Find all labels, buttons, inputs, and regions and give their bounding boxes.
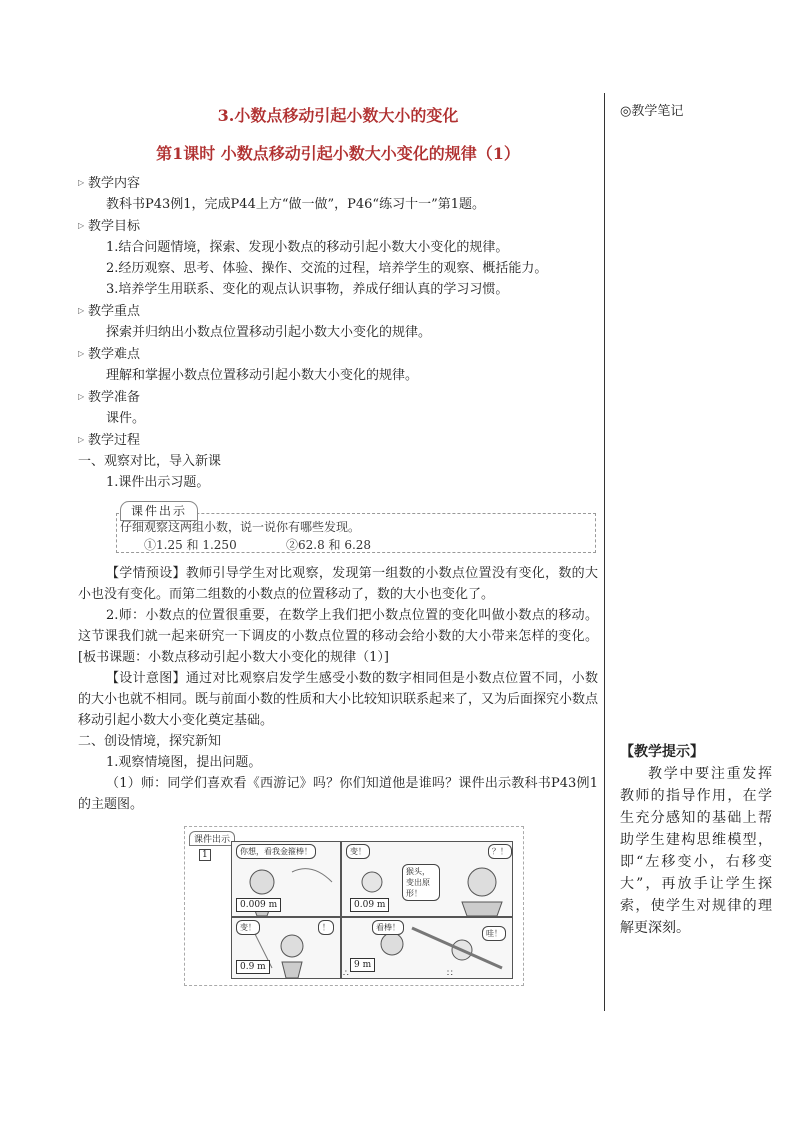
length-label: 0.009 m (236, 898, 281, 912)
key-text: 探索并归纳出小数点位置移动引起小数大小变化的规律。 (106, 325, 432, 340)
part2-paragraph: （1）师：同学们喜欢看《西游记》吗？你们知道他是谁吗？课件出示教科书P43例1的主题图。 (78, 776, 598, 812)
speech-bubble: 变！ (236, 920, 260, 935)
goal-item: 1.结合问题情境，探索、发现小数点的移动引起小数大小变化的规律。 (106, 240, 509, 255)
callout-tab: 课件出示 (120, 501, 198, 521)
length-label: 0.9 m (236, 960, 270, 974)
part2-step1: 1.观察情境图，提出问题。 (106, 755, 262, 770)
teaching-tips (620, 741, 772, 939)
content-text: 教科书P43例1，完成P44上方“做一做”，P46“练习十一”第1题。 (106, 197, 485, 212)
teaching-notes-header: ◎教学笔记 (620, 104, 684, 119)
column-divider (604, 93, 605, 1011)
comic-panel (231, 917, 341, 979)
dots-mark: ∴ (343, 969, 350, 979)
part2-heading: 二、创设情境，探究新知 (78, 734, 222, 749)
courseware-callout (116, 501, 596, 553)
goal-item: 3.培养学生用联系、变化的观点认识事物，养成仔细认真的学习习惯。 (106, 282, 509, 297)
design-intent-paragraph: 【设计意图】通过对比观察启发学生感受小数的数字相同但是小数点位置不同，小数的大小也就不相同。既与前面小数的性质和大小比较知识联系起来了，又为后面探究小数点移动引起小数大小变化奠定基础。 (78, 671, 599, 728)
comic-panel (341, 917, 513, 979)
length-label: 9 m (350, 958, 375, 972)
section-heading-key: ▷ 教学重点 (78, 300, 598, 322)
figure-number: 1 (199, 849, 211, 861)
learning-preview-paragraph: 【学情预设】教师引导学生对比观察，发现第一组数的小数点位置没有变化，数的大小也没有变化。而第二组数的小数点的位置移动了，数的大小也变化了。 (78, 566, 598, 602)
speech-bubble: 变！ (346, 844, 370, 859)
speech-bubble: 哇！ (482, 926, 506, 941)
section-heading-process: ▷ 教学过程 (78, 429, 598, 451)
figure-tab: 课件出示 (189, 831, 235, 846)
section-heading-content: ▷ 教学内容 (78, 172, 598, 194)
triangle-icon: ▷ (78, 349, 85, 358)
triangle-icon: ▷ (78, 221, 85, 230)
lesson-subtitle: 第1课时 小数点移动引起小数大小变化的规律（1） (156, 144, 520, 163)
difficulty-text: 理解和掌握小数点位置移动引起小数大小变化的规律。 (106, 368, 419, 383)
callout-line: 仔细观察这两组小数，说一说你有哪些发现。 (120, 520, 361, 534)
tips-heading: 【教学提示】 (620, 744, 704, 760)
speech-bubble: 你想，看我金箍棒！ (236, 844, 316, 859)
lesson-title: 3.小数点移动引起小数大小的变化 (217, 106, 459, 125)
prep-text: 课件。 (106, 411, 146, 426)
theme-picture (184, 826, 524, 986)
comic-panel (341, 841, 513, 917)
triangle-icon: ▷ (78, 306, 85, 315)
triangle-icon: ▷ (78, 178, 85, 187)
section-heading-prep: ▷ 教学准备 (78, 386, 598, 408)
triangle-icon: ▷ (78, 435, 85, 444)
section-heading-difficulty: ▷ 教学难点 (78, 343, 598, 365)
speech-bubble: ！ (318, 920, 334, 935)
dots-mark: ∷ (447, 969, 454, 979)
goal-item: 2.经历观察、思考、体验、操作、交流的过程，培养学生的观察、概括能力。 (106, 261, 548, 276)
triangle-icon: ▷ (78, 392, 85, 401)
length-label: 0.09 m (350, 898, 389, 912)
part1-step1: 1.课件出示习题。 (106, 475, 210, 490)
speech-bubble: 猴头，变出原形！ (402, 864, 440, 901)
part1-heading: 一、观察对比，导入新课 (78, 454, 222, 469)
section-heading-goals: ▷ 教学目标 (78, 215, 598, 237)
speech-bubble: 看棒！ (372, 920, 404, 935)
comic-panel (231, 841, 341, 917)
tips-body: 教学中要注重发挥教师的指导作用，在学生充分感知的基础上帮助学生建构思维模型，即“左移变小，右移变大”，再放手让学生探索，使学生对规律的理解更深刻。 (620, 766, 772, 936)
teacher-paragraph: 2.师：小数点的位置很重要，在数学上我们把小数点位置的变化叫做小数点的移动。这节课我们就一起来研究一下调皮的小数点位置的移动会给小数的大小带来怎样的变化。[板书课题：小数点移动引起小数大小变化的规律（1）] (78, 608, 598, 665)
callout-item: ②62.8 和 6.28 (286, 538, 372, 552)
main-column (78, 104, 598, 815)
callout-item: ①1.25 和 1.250 (144, 538, 237, 552)
speech-bubble: ？！ (488, 844, 512, 859)
